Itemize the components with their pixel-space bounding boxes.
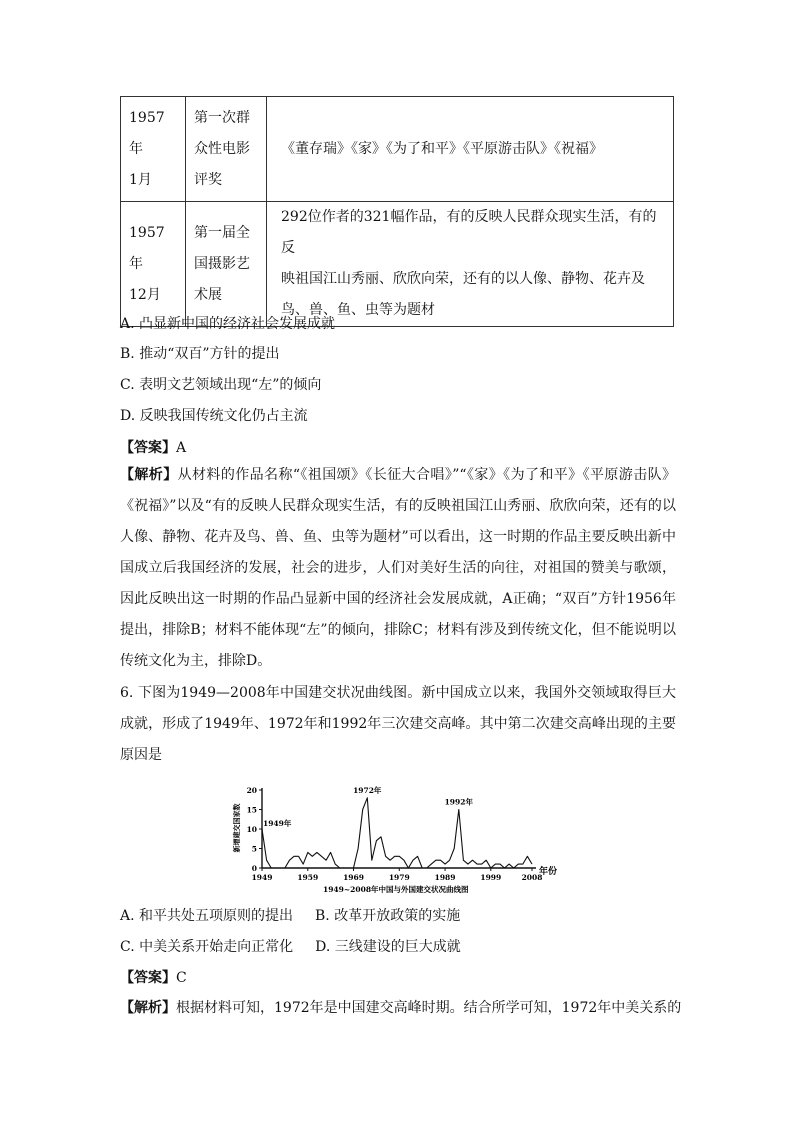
chart-title: 1949~2008年中国与外国建交状况曲线图 [323, 885, 469, 894]
q6-answer-line: 【答案】C [120, 970, 187, 986]
content-cell: 《董存瑞》《家》《为了和平》《平原游击队》《祝福》 [267, 97, 674, 202]
table-row [121, 202, 674, 327]
peak-label: 1972年 [353, 785, 382, 795]
y-tick-label: 0 [251, 864, 257, 873]
peak-label: 1949年 [263, 819, 292, 828]
y-tick-label: 5 [251, 844, 257, 854]
x-tick-label: 1999 [480, 873, 502, 882]
x-tick-label: 1979 [388, 873, 410, 882]
chart-xlabel: 年份 [539, 867, 558, 877]
x-tick-label: 1959 [297, 873, 319, 882]
option-a: A. 凸显新中国的经济社会发展成就 [120, 316, 336, 332]
y-tick-label: 15 [246, 805, 257, 815]
event-cell: 第一届全 国摄影艺 术展 [186, 202, 267, 327]
chart-ylabel: 新增建交国家数 [232, 803, 241, 853]
diplomacy-line-chart [226, 780, 572, 898]
q6-option-b: B. 改革开放政策的实施 [315, 908, 461, 924]
x-tick-label: 1969 [343, 873, 364, 882]
material-table [120, 96, 674, 327]
answer-line: 【答案】A [120, 440, 187, 456]
x-tick-label: 1949 [251, 873, 273, 882]
analysis-paragraph: 【解析】从材料的作品名称“《祖国颂》《长征大合唱》”“《家》《为了和平》《平原游击队》《祝福》”以及“有的反映人民群众现实生活，有的反映祖国江山秀丽、欣欣向荣，还有的以人像、静物、花卉及鸟、兽、鱼、虫等为题材”可以看出，这一时期的作品主要反映出新中国成立后我国经济的发展，社会的进步，人们对美好生活的向往，对祖国的赞美与歌颂，因此反映出这一时期的作品凸显新中国的经济社会发展成就，A正确；“双百”方针1956年提出，排除B；材料不能体现“左”的倾向，排除C；材料有涉及到传统文化，但不能说明以传统文化为主，排除D。 [120, 467, 676, 669]
series-line [262, 798, 532, 868]
x-tick-label: 1989 [434, 873, 456, 882]
q6-options-row2 [120, 937, 461, 957]
content-cell: 292位作者的321幅作品，有的反映人民群众现实生活，有的反 映祖国江山秀丽、欣欣向荣，还有的以人像、静物、花卉及 鸟、兽、鱼、虫等为题材 [267, 202, 674, 327]
y-tick-label: 20 [246, 786, 257, 795]
option-d: D. 反映我国传统文化仍占主流 [120, 408, 308, 424]
table-row [121, 97, 674, 202]
q6-analysis-line: 【解析】根据材料可知，1972年是中国建交高峰时期。结合所学可知，1972年中美关系的 [120, 1000, 682, 1016]
q6-option-d: D. 三线建设的巨大成就 [315, 939, 461, 955]
y-tick-label: 10 [246, 825, 257, 834]
q6-option-a: A. 和平共处五项原则的提出 [120, 908, 294, 924]
date-cell: 1957年 12月 [121, 202, 186, 327]
option-c: C. 表明文艺领域出现“左”的倾向 [120, 377, 322, 393]
event-cell: 第一次群 众性电影 评奖 [186, 97, 267, 202]
peak-label: 1992年 [444, 797, 473, 807]
x-tick-label: 2008 [521, 873, 543, 882]
option-b: B. 推动“双百”方针的提出 [120, 346, 280, 362]
q6-options-row1 [120, 906, 460, 926]
question-6-stem: 6. 下图为1949—2008年中国建交状况曲线图。新中国成立以来，我国外交领域取得巨大成就，形成了1949年、1972年和1992年三次建交高峰。其中第二次建交高峰出现的主要原因是 [120, 685, 676, 763]
date-cell: 1957年 1月 [121, 97, 186, 202]
q6-option-c: C. 中美关系开始走向正常化 [120, 939, 294, 955]
